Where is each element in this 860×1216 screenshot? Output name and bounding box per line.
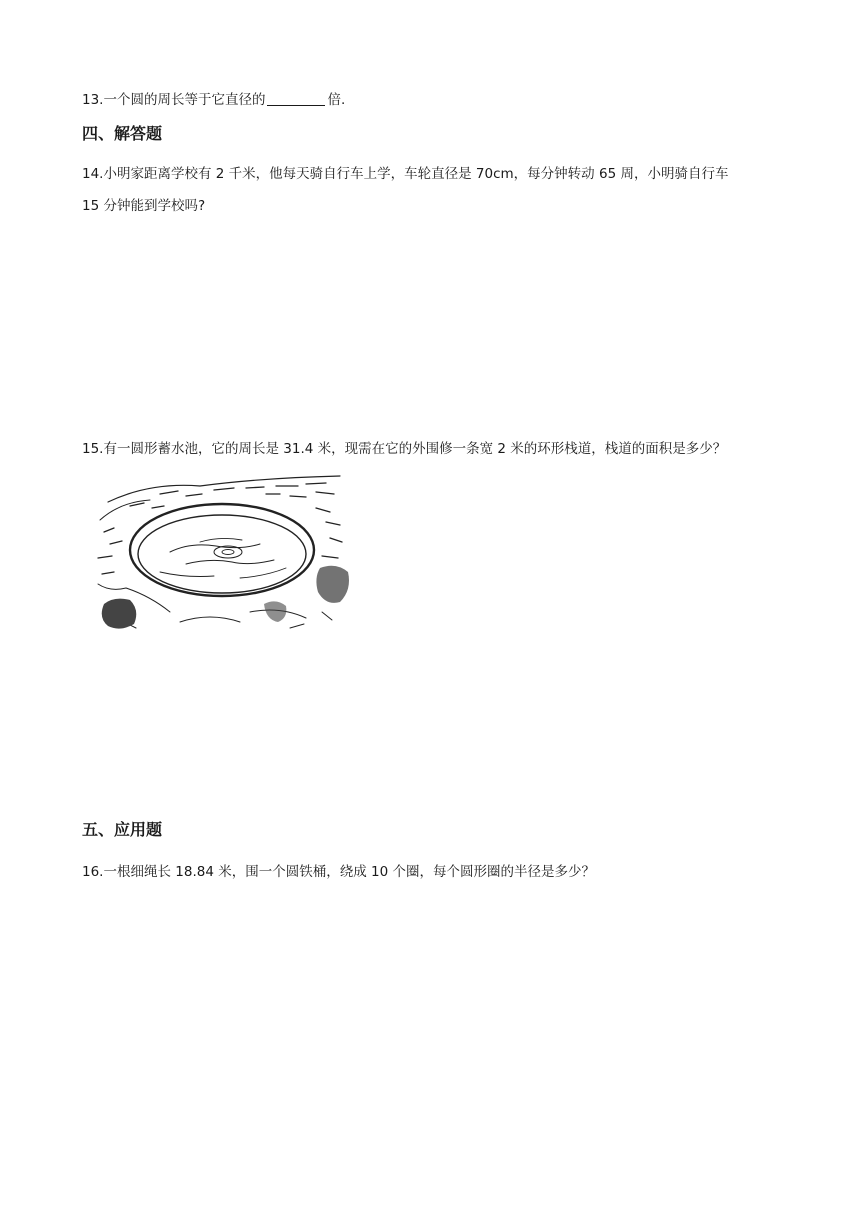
question-14 xyxy=(82,158,782,222)
section-heading-4: 四、解答题 xyxy=(82,124,163,143)
question-15: 15.有一圆形蓄水池，它的周长是 31.4 米，现需在它的外围修一条宽 2 米的环形栈道，栈道的面积是多少？ xyxy=(82,441,727,457)
answer-blank xyxy=(267,91,325,106)
question-13-text: 13.一个圆的周长等于它直径的 xyxy=(82,92,266,108)
section-heading-5: 五、应用题 xyxy=(82,820,163,839)
question-13-suffix: 倍. xyxy=(327,92,346,108)
question-13 xyxy=(82,84,345,116)
question-14-line-1: 14.小明家距离学校有 2 千米，他每天骑自行车上学，车轮直径是 70cm，每分钟转动 65 周，小明骑自行车 xyxy=(82,166,729,182)
question-16: 16.一根细绳长 18.84 米，围一个圆铁桶，绕成 10 个圈，每个圆形圈的半径是多少？ xyxy=(82,864,595,880)
question-14-line-2: 15 分钟能到学校吗? xyxy=(82,198,206,214)
reservoir-illustration xyxy=(90,472,356,636)
